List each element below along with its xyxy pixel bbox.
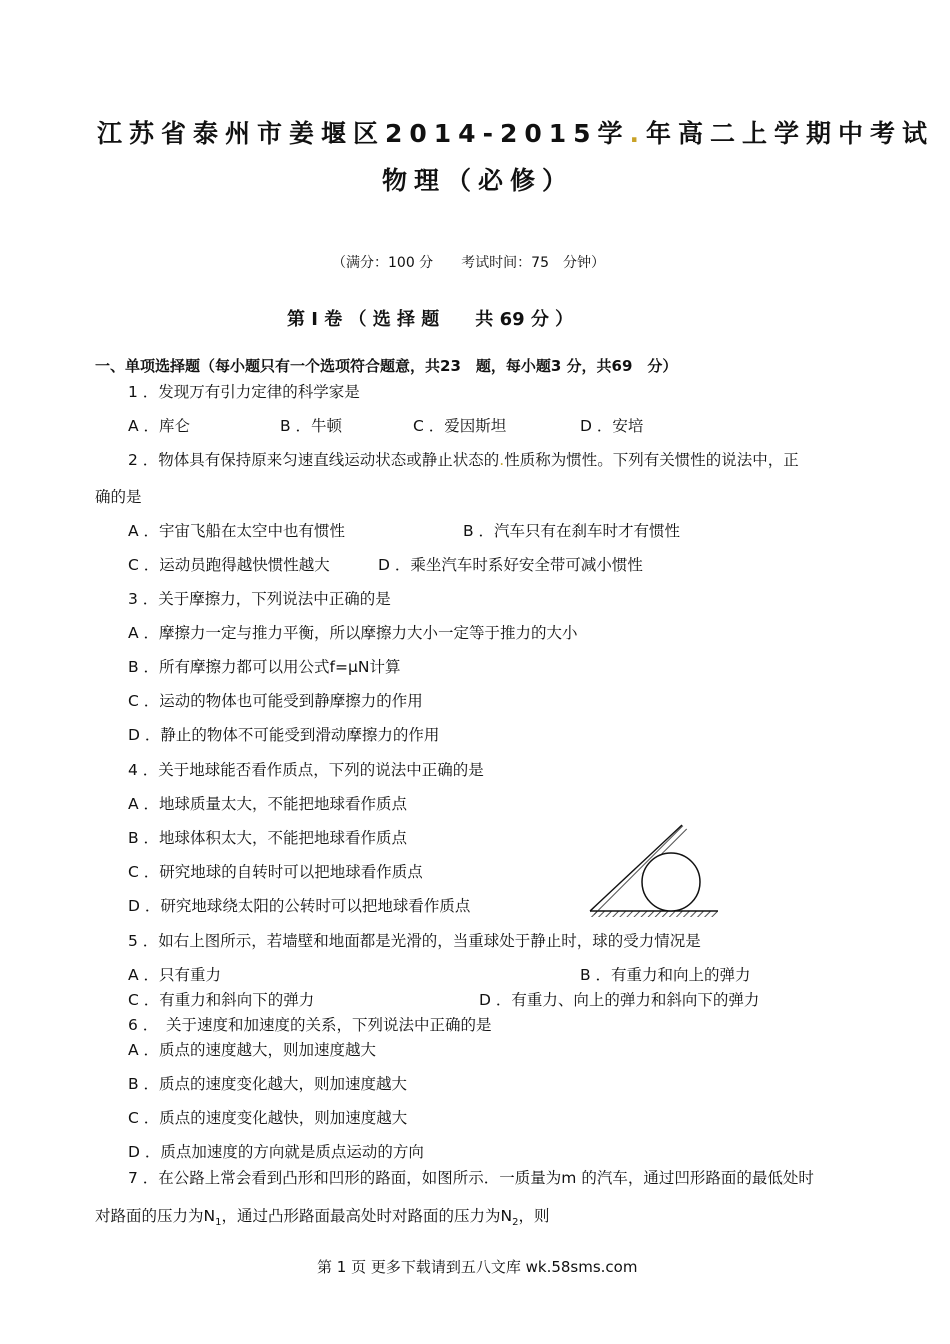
q7-cont-part-b: ，通过凸形路面最高处时对路面的压力为N <box>221 1207 513 1225</box>
q2-stem-part-b: 性质称为惯性。下列有关惯性的说法中，正 <box>504 451 799 469</box>
q4-option-a: A ．地球质量太大，不能把地球看作质点 <box>128 795 408 813</box>
q5-option-b: B ．有重力和向上的弹力 <box>580 966 751 984</box>
q4-stem: 4 ．关于地球能否看作质点，下列的说法中正确的是 <box>128 761 484 779</box>
q7-stem-continued <box>95 1206 549 1233</box>
q5-option-d: D ．有重力、向上的弹力和斜向下的弹力 <box>479 991 760 1009</box>
q5-stem: 5 ．如右上图所示，若墙壁和地面都是光滑的，当重球处于静止时，球的受力情况是 <box>128 932 701 950</box>
q1-option-c: C ．爱因斯坦 <box>413 417 507 435</box>
q2-stem-part-a: 2 ．物体具有保持原来匀速直线运动状态或静止状态的 <box>128 451 500 469</box>
q3-option-b: B ．所有摩擦力都可以用公式f=μN计算 <box>128 658 401 676</box>
wall-ball-diagram <box>586 823 726 923</box>
q1-option-a: A ．库仑 <box>128 417 191 435</box>
q6-option-a: A ．质点的速度越大，则加速度越大 <box>128 1041 377 1059</box>
q4-option-d: D ．研究地球绕太阳的公转时可以把地球看作质点 <box>128 897 471 915</box>
page-title-line2: 物理（必修） <box>382 166 575 195</box>
exam-info: （满分：100 分 考试时间：75 分钟） <box>332 255 605 271</box>
q2-stem <box>128 450 799 470</box>
q3-option-c: C ．运动的物体也可能受到静摩擦力的作用 <box>128 692 423 710</box>
q2-option-a: A ．宇宙飞船在太空中也有惯性 <box>128 522 346 540</box>
q7-subscript-1: 1 <box>215 1217 222 1229</box>
q7-stem: 7 ．在公路上常会看到凸形和凹形的路面，如图所示．一质量为m 的汽车，通过凹形路面的最低处时 <box>128 1169 814 1187</box>
q2-dot: . <box>499 451 505 469</box>
q7-subscript-2: 2 <box>512 1217 519 1229</box>
q6-option-b: B ．质点的速度变化越大，则加速度越大 <box>128 1075 408 1093</box>
title-part-b: 年高二上学期中考试 <box>646 119 935 148</box>
floor-hatch <box>590 911 718 917</box>
q3-option-a: A ．摩擦力一定与推力平衡，所以摩擦力大小一定等于推力的大小 <box>128 624 578 642</box>
title-dot: . <box>629 119 647 148</box>
ball <box>642 853 700 911</box>
q5-option-a: A ．只有重力 <box>128 966 222 984</box>
q7-cont-part-a: 对路面的压力为N <box>95 1207 216 1225</box>
q4-option-b: B ．地球体积太大，不能把地球看作质点 <box>128 829 408 847</box>
q2-option-d: D ．乘坐汽车时系好安全带可减小惯性 <box>378 556 643 574</box>
q6-option-d: D ．质点加速度的方向就是质点运动的方向 <box>128 1143 424 1161</box>
q2-stem-continued: 确的是 <box>95 488 142 506</box>
q7-cont-part-c: ，则 <box>518 1207 550 1225</box>
q6-option-c: C ．质点的速度变化越快，则加速度越大 <box>128 1109 408 1127</box>
page-footer: 第 1 页 更多下载请到五八文库 wk.58sms.com <box>317 1258 638 1276</box>
title-part-a: 江苏省泰州市姜堰区2014-2015学 <box>97 119 630 148</box>
q2-option-c: C ．运动员跑得越快惯性越大 <box>128 556 330 574</box>
q3-stem: 3 ．关于摩擦力，下列说法中正确的是 <box>128 590 391 608</box>
q2-option-b: B ．汽车只有在刹车时才有惯性 <box>463 522 681 540</box>
page-title-line1 <box>97 114 934 150</box>
q5-option-c: C ．有重力和斜向下的弹力 <box>128 991 315 1009</box>
q1-stem: 1 ．发现万有引力定律的科学家是 <box>128 383 360 401</box>
q4-option-c: C ．研究地球的自转时可以把地球看作质点 <box>128 863 423 881</box>
q1-option-d: D ．安培 <box>580 417 644 435</box>
q6-stem: 6 ． 关于速度和加速度的关系，下列说法中正确的是 <box>128 1016 492 1034</box>
section-heading: 一、单项选择题（每小题只有一个选项符合题意，共23 题，每小题3 分，共69 分） <box>95 357 678 375</box>
q1-option-b: B ．牛顿 <box>280 417 343 435</box>
volume-title: 第 I 卷 （ 选 择 题 共 69 分 ） <box>287 309 574 330</box>
q3-option-d: D ．静止的物体不可能受到滑动摩擦力的作用 <box>128 726 440 744</box>
